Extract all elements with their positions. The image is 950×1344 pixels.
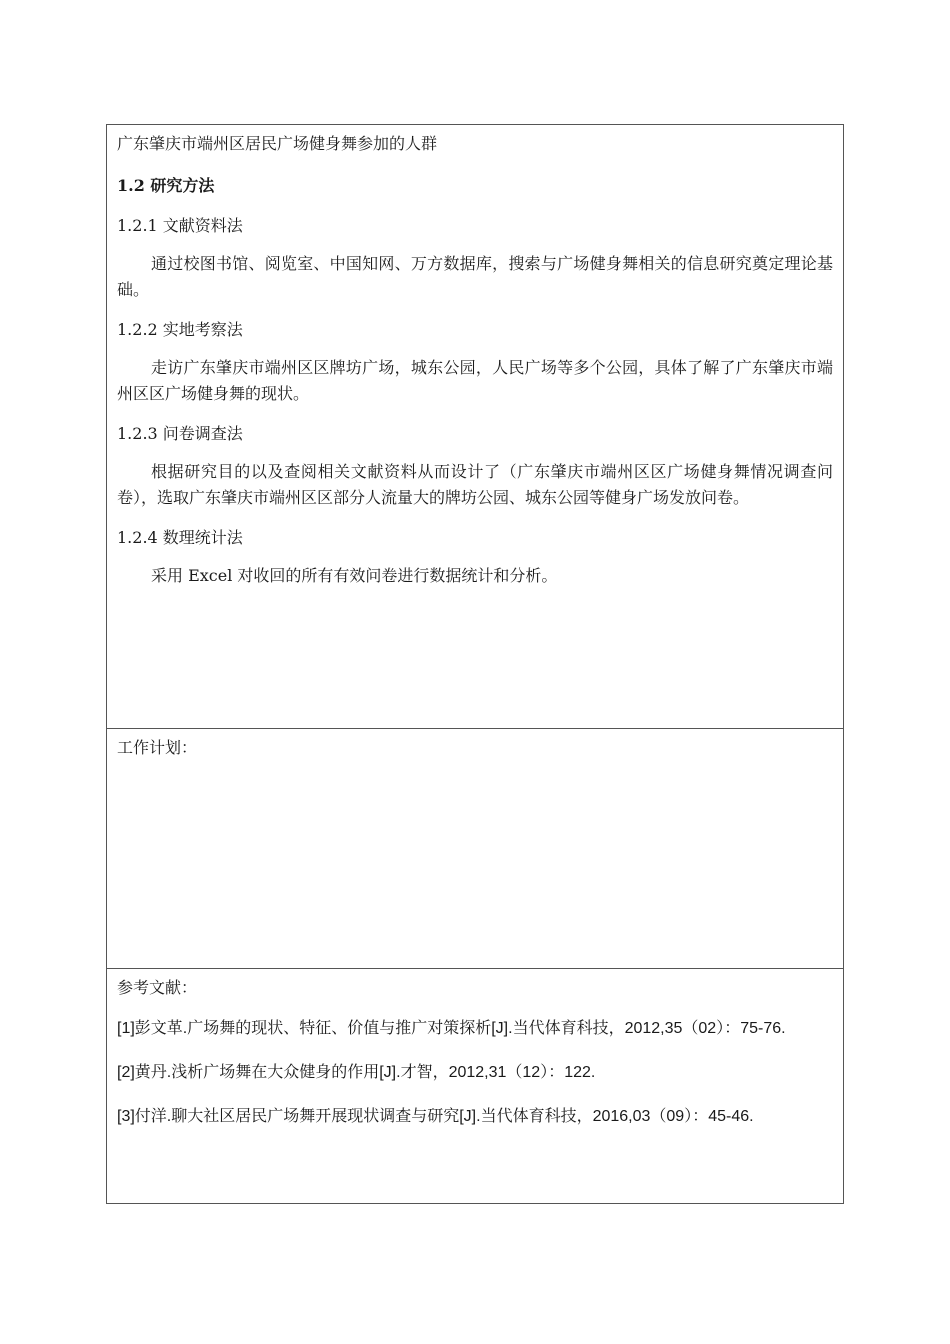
work-plan-label: 工作计划： <box>117 738 198 757</box>
sub3-paragraph: 根据研究目的以及查阅相关文献资料从而设计了（广东肇庆市端州区区广场健身舞情况调查问卷），选取广东肇庆市端州区区部分人流量大的牌坊公园、城东公园等健身广场发放问卷。 <box>117 462 833 507</box>
sub3-heading: 1.2.3 问卷调查法 <box>117 424 243 443</box>
reference-item-2: [2]黄丹.浅析广场舞在大众健身的作用[J].才智，2012,31（12）：122. <box>117 1064 596 1081</box>
section-heading: 1.2 研究方法 <box>117 176 215 195</box>
reference-item-1: [1]彭文革.广场舞的现状、特征、价值与推广对策探析[J].当代体育科技，2012,35（02）：75-76. <box>117 1020 786 1037</box>
sub4-heading: 1.2.4 数理统计法 <box>117 528 243 547</box>
proposal-form-table <box>106 124 844 1204</box>
sub1-paragraph: 通过校图书馆、阅览室、中国知网、万方数据库，搜索与广场健身舞相关的信息研究奠定理论基础。 <box>117 254 833 299</box>
work-plan-cell <box>107 729 843 969</box>
reference-item-3: [3]付洋.聊大社区居民广场舞开展现状调查与研究[J].当代体育科技，2016,03（09）：45-46. <box>117 1108 754 1125</box>
references-cell <box>107 969 843 1203</box>
intro-line: 广东肇庆市端州区居民广场健身舞参加的人群 <box>117 134 438 153</box>
sub2-heading: 1.2.2 实地考察法 <box>117 320 243 339</box>
sub2-paragraph: 走访广东肇庆市端州区区牌坊广场，城东公园，人民广场等多个公园，具体了解了广东肇庆市端州区区广场健身舞的现状。 <box>117 358 833 403</box>
references-label: 参考文献： <box>117 978 198 997</box>
sub4-paragraph: 采用 Excel 对收回的所有有效问卷进行数据统计和分析。 <box>151 566 558 585</box>
research-methods-cell <box>107 125 843 729</box>
sub1-heading: 1.2.1 文献资料法 <box>117 216 243 235</box>
